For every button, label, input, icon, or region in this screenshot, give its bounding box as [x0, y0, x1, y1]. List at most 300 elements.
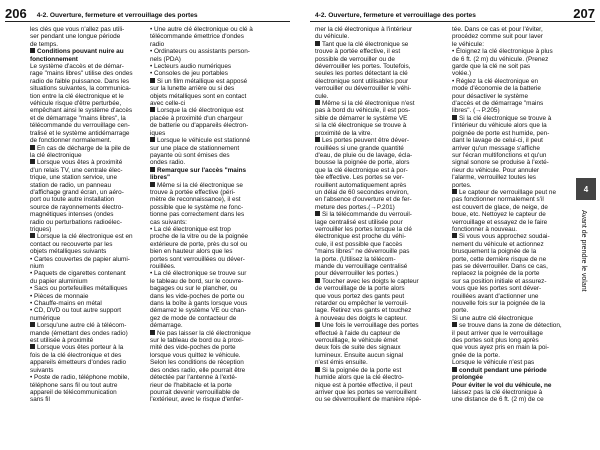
text-line-content: • Réglez la clé électronique en — [452, 77, 539, 85]
text-line-content: pas fonctionner normalement s'il — [452, 196, 544, 204]
text-line — [452, 48, 572, 55]
text-line — [30, 204, 142, 211]
square-bullet-icon — [452, 322, 457, 327]
text-line — [315, 256, 445, 263]
text-line-content: En cas de décharge de la pile de — [37, 144, 131, 152]
text-line — [30, 137, 142, 144]
text-line-content: fonctionner à nouveau. — [452, 225, 518, 233]
text-line-content: • Paquets de cigarettes contenant — [30, 270, 126, 278]
text-line-content: nement du véhicule et actionnez — [452, 240, 544, 248]
text-line-content: nium — [30, 263, 44, 270]
text-line-content: ou se déverrouillent de manière répé- — [315, 396, 422, 404]
text-line-content: payante où sont émises des — [150, 151, 230, 159]
text-line — [30, 189, 142, 196]
text-line-content: dans les vide-poches de porte ou — [150, 292, 245, 300]
text-line-content: dant le lavage de celui-ci, il peut — [452, 137, 543, 145]
square-bullet-icon — [315, 137, 320, 142]
text-line — [452, 107, 572, 114]
text-line — [315, 174, 445, 181]
text-line-content: • Chauffe-mains en métal — [30, 300, 102, 308]
text-line — [30, 270, 142, 277]
text-line — [150, 78, 287, 85]
text-line-content: numérique — [30, 314, 61, 322]
text-line-content: verrouiller les portes lorsque la clé — [315, 225, 412, 233]
square-bullet-icon — [30, 322, 35, 327]
text-line — [150, 374, 287, 381]
text-line — [150, 285, 287, 292]
text-line-content: nouvelle fois sur la poignée de la — [452, 300, 546, 308]
text-line-content: mer la clé électronique à l'intérieur — [315, 26, 413, 33]
text-line — [30, 226, 142, 233]
text-line-content: la porte. (Utilisez la télécom- — [315, 255, 396, 263]
text-line — [150, 248, 287, 255]
text-line — [150, 204, 287, 211]
text-line-content: verrouillage, le véhicule émet — [315, 337, 398, 345]
text-line-content: mande (émettant des ondes radio) — [30, 329, 128, 337]
right-page-number: 207 — [573, 6, 595, 21]
text-line — [150, 70, 287, 77]
right-header-rule — [310, 21, 595, 22]
text-line-content: mode d'économie de la batterie — [452, 85, 541, 93]
text-line — [315, 41, 445, 48]
square-bullet-icon — [315, 278, 320, 283]
text-line-content: nique est à portée effective, il peut — [315, 381, 413, 389]
text-line-content: que vous portez des gants peut — [315, 292, 405, 300]
text-line-content: "mains libres" ne déverrouille pas — [315, 248, 410, 256]
text-line — [30, 93, 142, 100]
text-line-content: du papier aluminium — [30, 277, 88, 285]
text-line — [150, 85, 287, 92]
text-line — [150, 122, 287, 129]
text-line-content: de verrouillage de la porte alors — [315, 285, 405, 293]
text-line-content: placée à proximité d'un chargeur — [150, 114, 243, 122]
text-line — [150, 344, 287, 351]
text-line-content: vous que les portes sont déver- — [452, 285, 542, 293]
manual-spread: 206 4-2. Ouverture, fermeture et verrouillage des portes 4-2. Ouverture, fermeture et verrouillage des portes 207 les clés que vous n'allez pas utili- ser pendant une longue période de temps. Conditions pouvant nuire au fonctionnement Le système d'accès et de démar- rage "mains libres" utilise des ondes radio de faible puissance. Dans les situations suivantes, la communica- tion entre la clé électronique et le véhicule risque d'être perturbée, empêchant ainsi le système d'accès et de démarrage "mains libres", la télécommande du verrouillage cen- tralisé et le système antidémarrage de fonctionner normalement. En cas de décharge de la pile de la clé électronique Lorsque vous êtes à proximité d'un relais TV, une centrale élec- trique, une station service, une station de radio, un panneau d'affichage grand écran, un aéro- port ou toute autre installation source de rayonnements électro- magnétiques intenses (ondes radio ou perturbations radioélec- triques) Lorsque la clé électronique est en contact ou recouverte par les objets métalliques suivants • Cartes couvertes de papier alumi- nium • Paquets de cigarettes contenant du papier aluminium • Sacs ou portefeuilles métalliques • Pièces de monnaie • Chauffe-mains en métal • CD, DVD ou tout autre support numérique Lorsqu'une autre clé à télécom- mande (émettant des ondes radio) est utilisée à proximité Lorsque vous êtes porteur à la fois de la clé électronique et des appareils émetteurs d'ondes radio suivants • Poste de radio, téléphone mobile, téléphone sans fil ou tout autre appareil de télécommunication sans fil • Une autre clé électronique ou clé à télécommande émettrice d'ondes radio • Ordinateurs ou assistants person- nels (PDA) • Lecteurs audio numériques • Consoles de jeu portables Si un film métallique est apposé sur la lunette arrière ou si des objets métalliques sont en contact avec celle-ci Lorsque la clé électronique est placée à proximité d'un chargeur de batterie ou d'appareils électron- iques Lorsque le véhicule est stationné sur une place de stationnement payante où sont émises des ondes radio. Remarque sur l'accès "mains libres" Même si la clé électronique se trouve à portée effective (péri- mètre de reconnaissance), il est possible que le système ne fonc- tionne pas correctement dans les cas suivants: • La clé électronique est trop proche de la vitre ou de la poignée extérieure de porte, près du sol ou bien en hauteur alors que les portes sont verrouillées ou déver- rouillées. • La clé électronique se trouve sur le tableau de bord, sur le couvre- bagages ou sur le plancher, ou dans les vide-poches de porte ou dans la boîte à gants lorsque vous démarrez le système VE ou chan- gez de mode de contacteur de démarrage. Ne pas laisser la clé électronique sur le tableau de bord ou à proxi- mité des vide-poches de porte lorsque vous quittez le véhicule. Selon les conditions de réception des ondes radio, elle pourrait être détectée par l'antenne à l'exté- rieur de l'habitacle et la porte pourrait devenir verrouillable de l'extérieur, avec le risque d'enfer- mer la clé électronique à l'intérieur du véhicule. Tant que la clé électronique se trouve à portée effective, il est possible de verrouiller ou de déverrouiller les portes. Toutefois, seules les portes détectant la clé électronique sont utilisables pour verrouiller ou déverrouiller le véhi- cule. Même si la clé électronique n'est pas à bord du véhicule, il est pos- sible de démarrer le système VE si la clé électronique se trouve à proximité de la vitre. Les portes peuvent être déver- rouillées si une grande quantité d'eau, de pluie ou de lavage, écla- bousse la poignée de porte, alors que la clé électronique est à por- tée effective. Les portes se ver- rouillent automatiquement après un délai de 60 secondes environ, en l'absence d'ouverture et de fer- meture des portes.(→P.201) Si la télécommande du verrouil- lage centralisé est utilisée pour verrouiller les portes lorsque la clé électronique est proche du véhi- cule, il est possible que l'accès "mains libres" ne déverrouille pas la porte. (Utilisez la télécom- mande du verrouillage centralisé pour déverrouiller les portes.) Toucher avec les doigts le capteur de verrouillage de la porte alors que vous portez des gants peut retarder ou empêcher le verrouil- lage. Retirez vos gants et touchez à nouveau des doigts le capteur. Une fois le verrouillage des portes effectué à l'aide du capteur de verrouillage, le véhicule émet deux fois de suite des signaux lumineux. Ensuite aucun signal n'est émis ensuite. Si la poignée de la porte est humide alors que la clé électro- nique est à portée effective, il peut arriver que les portes se verrouillent ou se déverrouillent de manière répé- tée. Dans ce cas et pour l'éviter, procédez comme suit pour laver le véhicule: • Éloignez la clé électronique à plus de 6 ft. (2 m) du véhicule. (Prenez garde que la clé ne soit pas volée.) • Réglez la clé électronique en mode d'économie de la batterie pour désactiver le système d'accès et de démarrage "mains libres". (→P.205) Si la clé électronique se trouve à l'intérieur du véhicule alors que la poignée de porte est humide, pen- dant le lavage de celui-ci, il peut arriver qu'un message s'affiche sur l'écran multifonctions et qu'un signal sonore se produise à l'exté- rieur du véhicule. Pour annuler l'alarme, verrouillez toutes les portes. Le capteur de verrouillage peut ne pas fonctionner normalement s'il est couvert de glace, de neige, de boue, etc. Nettoyez le capteur de verrouillage et essayez de le faire fonctionner à nouveau. Si vous vous approchez soudai- nement du véhicule et actionnez brusquement la poignée de la porte, cette dernière risque de ne pas se déverrouiller. Dans ce cas, replacez la poignée de la porte sur sa position initiale et assurez- vous que les portes sont déver- rouillées avant d'actionner une nouvelle fois sur la poignée de la porte. Si une autre clé électronique se trouve dans la zone de détection, il peut arriver que le verrouillage des portes soit plus long après que vous ayez pris en main la poi- gnée de la porte. Lorsque le véhicule n'est pas conduit pendant une période prolongée Pour éviter le vol du véhicule, ne laissez pas la clé électronique à une distance de 6 ft. (2 m) de ce 4 Avant de prendre le volant — [5, 6, 595, 404]
text-line — [315, 63, 445, 70]
text-line-content: triques) — [30, 225, 52, 233]
square-bullet-icon — [452, 189, 457, 194]
text-line-content: Si un film métallique est apposé — [157, 77, 248, 85]
text-line — [150, 56, 287, 63]
text-line-content: tée effective. Les portes se ver- — [315, 174, 405, 182]
square-bullet-icon — [315, 41, 320, 46]
text-line-content: rieur du véhicule. Pour annuler — [452, 166, 540, 174]
text-line — [452, 85, 572, 92]
text-line-content: des portes soit plus long après — [452, 337, 539, 345]
left-header-rule — [5, 21, 290, 22]
text-line-content: fois de la clé électronique et des — [30, 351, 122, 359]
text-line — [30, 315, 142, 322]
text-line — [315, 211, 445, 218]
text-line-content: ondes radio. — [150, 159, 186, 167]
text-line-content: objets métalliques sont en contact — [150, 92, 247, 100]
text-line-content: appareil de télécommunication — [30, 388, 117, 396]
text-line — [315, 285, 445, 292]
text-line-content: de temps. — [30, 40, 59, 48]
text-line — [452, 374, 572, 381]
text-line-content: verrouillage et essayez de le faire — [452, 218, 548, 226]
text-line-content: les clés que vous n'allez pas utili- — [30, 26, 125, 33]
text-line-content: • Éloignez la clé électronique à plus — [452, 48, 553, 56]
text-line-content: le véhicule: — [452, 40, 484, 48]
text-line — [315, 219, 445, 226]
text-line — [452, 352, 572, 359]
text-line-content: laissez pas la clé électronique à — [452, 388, 543, 396]
text-line — [315, 330, 445, 337]
text-line — [30, 330, 142, 337]
text-line — [452, 167, 572, 174]
text-line — [30, 278, 142, 285]
text-line — [30, 63, 142, 70]
square-bullet-icon — [452, 367, 457, 372]
text-line-content: du véhicule. — [315, 33, 350, 41]
text-line-content: Lorsque le véhicule est stationné — [157, 137, 251, 145]
text-line-content: lage centralisé est utilisée pour — [315, 218, 403, 226]
text-line-content: gez de mode de contacteur de — [150, 314, 237, 322]
text-line — [150, 211, 287, 218]
text-line — [452, 26, 572, 33]
text-line — [315, 293, 445, 300]
text-line — [30, 78, 142, 85]
text-line — [452, 330, 572, 337]
text-line — [315, 26, 445, 33]
text-line-content: suivants — [30, 366, 54, 374]
text-line — [30, 382, 142, 389]
text-line — [150, 278, 287, 285]
text-line — [315, 389, 445, 396]
text-line — [30, 85, 142, 92]
text-line — [315, 307, 445, 314]
text-line-content: démarrez le système VE ou chan- — [150, 307, 247, 315]
text-line-content: • Lecteurs audio numériques — [150, 63, 232, 71]
text-line — [30, 256, 142, 263]
text-line-content: • Poste de radio, téléphone mobile, — [30, 374, 130, 382]
text-line — [30, 100, 142, 107]
text-line-content: que la clé électronique est à por- — [315, 166, 408, 174]
text-line — [315, 122, 445, 129]
text-line — [315, 93, 445, 100]
text-line — [315, 352, 445, 359]
text-line-content: • La clé électronique se trouve sur — [150, 270, 247, 278]
text-line — [150, 174, 287, 181]
square-bullet-icon — [315, 211, 320, 216]
text-line-content: radio ou perturbations radioélec- — [30, 218, 123, 226]
text-line-content: un délai de 60 secondes environ, — [315, 188, 409, 196]
text-line-content: Toucher avec les doigts le capteur — [322, 277, 419, 285]
text-line — [150, 389, 287, 396]
text-line-content: Lorsqu'une autre clé à télécom- — [37, 322, 127, 330]
text-line-content: Si une autre clé électronique — [452, 314, 534, 322]
text-line-content: gnée de la porte. — [452, 351, 500, 359]
text-line — [315, 300, 445, 307]
text-line-content: électronique sont utilisables pour — [315, 77, 409, 85]
text-line — [30, 389, 142, 396]
text-line-content: possible que le système ne fonc- — [150, 203, 244, 211]
text-line — [452, 307, 572, 314]
square-bullet-icon — [150, 182, 155, 187]
text-line — [150, 315, 287, 322]
left-page-number: 206 — [5, 6, 27, 21]
text-line-content: Lorsque le véhicule n'est pas — [452, 359, 535, 367]
text-line-content: que vous ayez pris en main la poi- — [452, 344, 549, 352]
text-line-content: en l'absence d'ouverture et de fer- — [315, 196, 412, 204]
text-line — [452, 63, 572, 70]
text-line-content: Le capteur de verrouillage peut ne — [459, 188, 556, 196]
text-line — [150, 63, 287, 70]
text-line — [150, 263, 287, 270]
text-line-content: libres" — [150, 174, 171, 182]
text-line-content: est couvert de glace, de neige, de — [452, 203, 548, 211]
text-line-content: pourrait devenir verrouillable de — [150, 388, 240, 396]
text-line-content: rouillées. — [150, 263, 176, 270]
text-line — [315, 167, 445, 174]
text-line-content: sible de démarrer le système VE — [315, 114, 408, 122]
text-line — [315, 248, 445, 255]
text-line-content: Remarque sur l'accès "mains — [157, 166, 247, 174]
text-line — [452, 278, 572, 285]
text-line-content: trouve à portée effective, il est — [315, 48, 401, 56]
text-line-content: télécommande émettrice d'ondes — [150, 33, 244, 41]
text-line — [452, 367, 572, 374]
text-line-content: sur une place de stationnement — [150, 144, 240, 152]
text-line-content: extérieure de porte, près du sol ou — [150, 240, 248, 248]
text-line — [452, 159, 572, 166]
text-line-content: • CD, DVD ou tout autre support — [30, 307, 122, 315]
text-line-content: d'affichage grand écran, un aéro- — [30, 188, 124, 196]
text-line — [452, 152, 572, 159]
text-line-content: et de démarrage "mains libres", la — [30, 114, 126, 122]
text-line — [315, 137, 445, 144]
text-line-content: sur sa position initiale et assurez- — [452, 277, 547, 285]
text-line — [30, 56, 142, 63]
text-line-content: • La clé électronique est trop — [150, 225, 231, 233]
text-line — [150, 382, 287, 389]
text-line-content: téléphone sans fil ou tout autre — [30, 381, 118, 389]
text-line-content: Selon les conditions de réception — [150, 359, 244, 367]
text-line — [150, 115, 287, 122]
text-line-content: il peut arriver que le verrouillage — [452, 329, 543, 337]
text-line — [452, 396, 572, 403]
text-line-content: cas suivants: — [150, 218, 187, 226]
text-line — [315, 322, 445, 329]
text-line-content: radio de faible puissance. Dans les — [30, 77, 130, 85]
text-line-content: pour désactiver le système — [452, 92, 529, 100]
text-column-1 — [30, 26, 142, 404]
text-line-content: fonctionnement — [30, 55, 78, 63]
text-line — [150, 33, 287, 40]
text-line-content: pour déverrouiller les portes.) — [315, 270, 399, 278]
text-line — [30, 293, 142, 300]
text-line — [150, 233, 287, 240]
square-bullet-icon — [30, 145, 35, 150]
text-line-content: des ondes radio, elle pourrait être — [150, 366, 246, 374]
left-page-title: 4-2. Ouverture, fermeture et verrouillage des portes — [36, 12, 198, 19]
text-line — [315, 182, 445, 189]
text-line — [315, 270, 445, 277]
text-line — [315, 359, 445, 366]
text-line — [150, 337, 287, 344]
text-line — [150, 307, 287, 314]
text-line — [452, 285, 572, 292]
text-line — [315, 374, 445, 381]
text-line-content: mètre de reconnaissance), il est — [150, 196, 241, 204]
text-line-content: port ou toute autre installation — [30, 196, 115, 204]
text-line-content: sans fil — [30, 396, 50, 404]
text-line-content: signal sonore se produise à l'exté- — [452, 159, 549, 167]
text-line-content: rouillées avant d'actionner une — [452, 292, 539, 300]
text-line-content: • Ordinateurs ou assistants person- — [150, 48, 250, 56]
text-line-content: ser pendant une longue période — [30, 33, 121, 41]
text-line — [452, 389, 572, 396]
text-line — [30, 115, 142, 122]
text-line — [30, 122, 142, 129]
text-line — [30, 145, 142, 152]
text-line-content: libres". (→P.205) — [452, 107, 500, 115]
text-line — [150, 330, 287, 337]
text-line — [30, 374, 142, 381]
text-line — [30, 367, 142, 374]
text-line — [452, 145, 572, 152]
text-line — [452, 93, 572, 100]
text-line-content: rage "mains libres" utilise des ondes — [30, 70, 133, 78]
text-line-content: cule, il est possible que l'accès — [315, 240, 403, 248]
text-line-content: portes sont verrouillées ou déver- — [150, 255, 245, 263]
text-line — [452, 248, 572, 255]
text-line-content: • Une autre clé électronique ou clé à — [150, 26, 253, 33]
text-line — [452, 182, 572, 189]
text-line-content: à nouveau des doigts le capteur. — [315, 314, 408, 322]
text-line — [452, 204, 572, 211]
text-line-content: possible de verrouiller ou de — [315, 55, 395, 63]
text-line-content: la clé électronique — [30, 151, 82, 159]
text-line — [315, 159, 445, 166]
text-line-content: le tableau de bord, sur le couvre- — [150, 277, 244, 285]
text-line — [452, 293, 572, 300]
text-line — [315, 204, 445, 211]
text-line — [315, 56, 445, 63]
text-line — [315, 85, 445, 92]
text-line — [452, 233, 572, 240]
text-line-content: dans la boîte à gants lorsque vous — [150, 300, 248, 308]
text-line-content: télécommande du verrouillage cen- — [30, 122, 130, 130]
text-line — [150, 256, 287, 263]
chapter-number: 4 — [583, 184, 589, 194]
text-line — [150, 182, 287, 189]
text-line — [150, 100, 287, 107]
text-line — [315, 189, 445, 196]
text-line-content: se trouve dans la zone de détection, — [459, 322, 562, 330]
text-line-content: meture des portes.(→P.201) — [315, 203, 395, 211]
text-line — [30, 159, 142, 166]
text-line — [150, 189, 287, 196]
text-line — [452, 115, 572, 122]
text-column-3 — [315, 26, 445, 404]
text-line-content: une distance de 6 ft. (2 m) de ce — [452, 396, 544, 404]
text-line-content: situations suivantes, la communica- — [30, 85, 131, 93]
text-line-content: • Pièces de monnaie — [30, 292, 89, 300]
right-page-header — [310, 5, 595, 21]
text-line-content: bagages ou sur le plancher, ou — [150, 285, 238, 293]
text-line-content: trique, une station service, une — [30, 174, 118, 182]
text-line — [150, 367, 287, 374]
text-line — [452, 211, 572, 218]
text-line — [452, 359, 572, 366]
text-line — [30, 352, 142, 359]
text-line-content: Si vous vous approchez soudai- — [459, 233, 550, 241]
text-line-content: effectué à l'aide du capteur de — [315, 329, 401, 337]
text-line — [30, 263, 142, 270]
text-line-content: poignée de porte est humide, pen- — [452, 129, 550, 137]
right-page-title: 4-2. Ouverture, fermeture et verrouillage des portes — [315, 12, 476, 19]
text-line — [315, 382, 445, 389]
text-line-content: empêchant ainsi le système d'accès — [30, 107, 133, 115]
text-line-content: démarrage. — [150, 322, 183, 330]
text-line — [150, 167, 287, 174]
text-line — [452, 219, 572, 226]
text-line — [452, 33, 572, 40]
text-line-content: Lorsque vous êtes porteur à la — [37, 344, 124, 352]
text-line-content: source de rayonnements électro- — [30, 203, 124, 211]
text-line — [452, 322, 572, 329]
text-line — [315, 33, 445, 40]
text-line-content: arriver qu'un message s'affiche — [452, 144, 540, 152]
text-line-content: nels (PDA) — [150, 55, 181, 63]
text-line-content: Pour éviter le vol du véhicule, ne — [452, 381, 552, 389]
text-line — [30, 248, 142, 255]
text-line — [452, 122, 572, 129]
text-line-content: prolongée — [452, 374, 483, 382]
text-line — [315, 396, 445, 403]
text-line — [150, 352, 287, 359]
square-bullet-icon — [30, 159, 35, 164]
text-line-content: de 6 ft. (2 m) du véhicule. (Prenez — [452, 55, 549, 63]
text-line — [150, 300, 287, 307]
text-line-content: pas à bord du véhicule, il est pos- — [315, 107, 411, 115]
text-line — [150, 41, 287, 48]
text-line-content: lumineux. Ensuite aucun signal — [315, 351, 404, 359]
text-line-content: Ne pas laisser la clé électronique — [157, 329, 251, 337]
text-line-content: proximité de la vitre. — [315, 129, 373, 137]
text-line-content: de fonctionner normalement. — [30, 137, 112, 145]
square-bullet-icon — [315, 100, 320, 105]
text-line-content: porte, cette dernière risque de ne — [452, 255, 547, 263]
text-line — [315, 130, 445, 137]
text-line — [150, 359, 287, 366]
text-line-content: si la clé électronique se trouve à — [315, 122, 407, 130]
square-bullet-icon — [30, 48, 35, 53]
text-line — [315, 344, 445, 351]
text-line — [452, 189, 572, 196]
text-line — [150, 152, 287, 159]
text-line — [30, 322, 142, 329]
text-line — [452, 382, 572, 389]
text-line-content: replacez la poignée de la porte — [452, 270, 540, 278]
text-column-2 — [150, 26, 287, 404]
text-line-content: bousse la poignée de porte, alors — [315, 159, 410, 167]
square-bullet-icon — [452, 233, 457, 238]
text-line-content: Si la télécommande du verrouil- — [322, 211, 412, 219]
text-line — [30, 130, 142, 137]
text-line — [30, 174, 142, 181]
text-line — [30, 359, 142, 366]
text-line-content: lage. Retirez vos gants et touchez — [315, 307, 412, 315]
square-bullet-icon — [315, 322, 320, 327]
text-line-content: deux fois de suite des signaux — [315, 344, 401, 352]
text-line — [452, 196, 572, 203]
text-line — [452, 130, 572, 137]
text-line-content: station de radio, un panneau — [30, 181, 112, 189]
